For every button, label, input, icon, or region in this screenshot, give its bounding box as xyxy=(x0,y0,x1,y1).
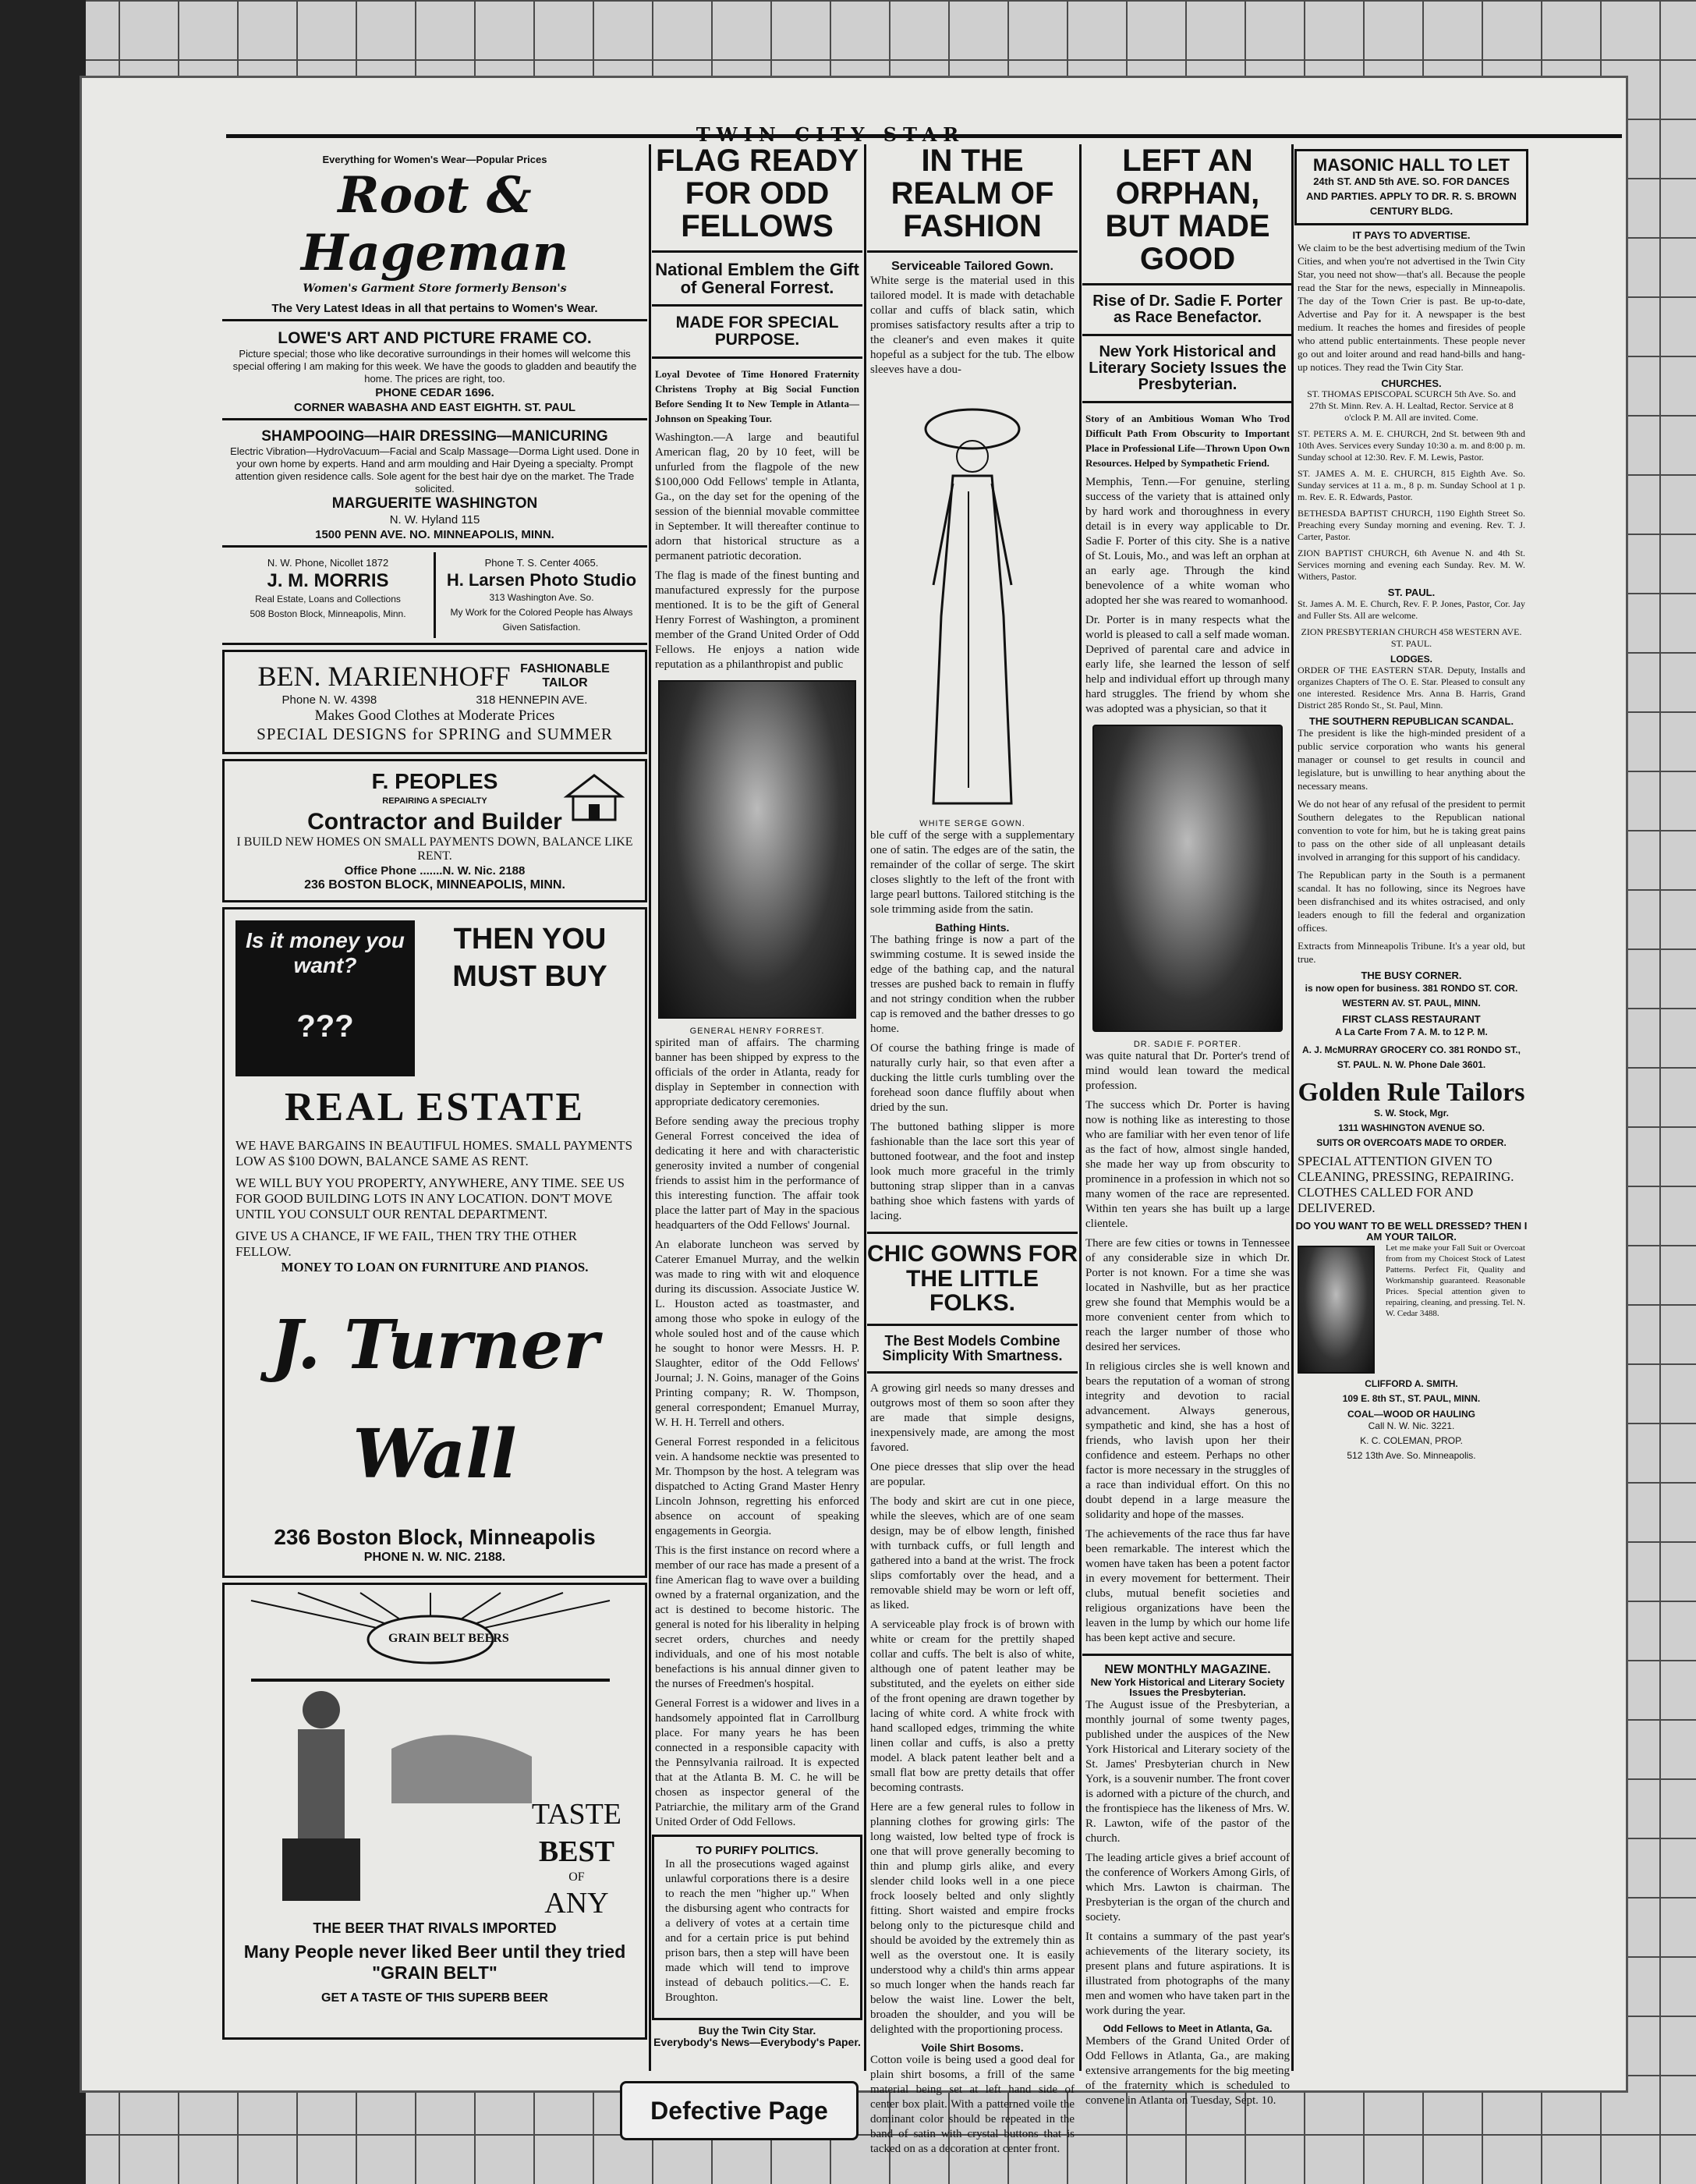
paragraph: We claim to be the best advertising medium of the Twin Cities, and when you're not advertised in the Twin City Star, you need not show—that's all. Because the people read the Star for the news, especially in Minneapolis. The day of the Town Crier is past. Be up-to-date, Advertise and Pay for it. A newspaper is the best medium. It reaches the homes and firesides of people who attend public entertainments. These people never go out and loiter around and read hand-bills and hang-up notices. They read the Twin City Star. xyxy=(1298,241,1525,373)
promo-line: Buy the Twin City Star. xyxy=(698,2024,816,2037)
deck: New York Historical and Literary Society Issues the Presbyterian. xyxy=(1089,343,1287,393)
ad-title: MASONIC HALL TO LET xyxy=(1312,155,1510,175)
article-summary: Story of an Ambitious Woman Who Trod Difficult Path From Obscurity to Important Place in Professional Life—Thrown Upon Own Resources. Helped by Sympathetic Friend. xyxy=(1085,413,1290,469)
ad-lowes-frame xyxy=(222,326,647,420)
headline: CHIC GOWNS FOR THE LITTLE FOLKS. xyxy=(867,1241,1078,1317)
ad-f-peoples xyxy=(222,759,647,902)
church-listing: BETHESDA BAPTIST CHURCH, 1190 Eighth Street So. Preaching every Sunday morning and evening. Rev. T. J. Carter, Pastor. xyxy=(1298,508,1525,543)
column-rule xyxy=(864,144,866,2071)
section-title: CHURCHES. xyxy=(1381,377,1442,389)
divider xyxy=(1082,401,1293,403)
ad-phone: Office Phone .......N. W. Nic. 2188 xyxy=(344,864,526,878)
ad-label: GRAIN BELT BEERS xyxy=(388,1632,509,1645)
church-listing: St. James A. M. E. Church, Rev. F. P. Jones, Pastor, Cor. Jay and Fuller Sts. All are welcome. xyxy=(1298,598,1525,622)
ad-tag: FASHIONABLE TAILOR xyxy=(520,662,610,690)
church-listing: ST. THOMAS EPISCOPAL SCURCH 5th Ave. So. and 27th St. Minn. Rev. A. H. Lealtad, Rector. Service at 8 o'clock P. M. All are invited. Come. xyxy=(1307,388,1516,424)
ad-taste: TASTE xyxy=(531,1798,621,1831)
illustration-caption: WHITE SERGE GOWN. xyxy=(919,818,1025,828)
headline: LEFT AN ORPHAN, BUT MADE GOOD xyxy=(1105,144,1270,276)
section-title: COAL—WOOD OR HAULING xyxy=(1347,1408,1475,1420)
paragraph: The August issue of the Presbyterian, a monthly journal of some twenty pages, published under the auspices of the New York Historical and Literary society of the St. James' Presbyterian church in New York, is a souvenir number. The front cover is adorned with a picture of the church, and the frontispiece has the likeness of Mrs. W. R. Lawton, wife of the pastor of the church. xyxy=(1085,1699,1290,1845)
ad-name: BEN. MARIENHOFF xyxy=(257,661,511,692)
notices-column xyxy=(1294,144,1528,2071)
scan-margin xyxy=(0,0,86,2184)
subhead: Odd Fellows to Meet in Atlanta, Ga. xyxy=(1103,2023,1273,2035)
section-title: ST. PAUL. xyxy=(1387,587,1436,599)
ad-subtitle: Women's Garment Store formerly Benson's xyxy=(303,282,567,295)
article-summary: Loyal Devotee of Time Honored Fraternity Christens Trophy at Big Social Function Before Sending It to New Temple in Atlanta—Johnson on Speaking Tour. xyxy=(655,368,859,425)
defective-page-label: Defective Page xyxy=(620,2081,859,2140)
ad-larsen-photo xyxy=(436,552,647,638)
ad-phone: PHONE CEDAR 1696. xyxy=(375,386,494,399)
paragraph: Extracts from Minneapolis Tribune. It's a year old, but true. xyxy=(1298,940,1525,966)
ad-question-marks: ??? xyxy=(296,1009,354,1044)
column-rule xyxy=(1079,144,1082,2071)
deck: National Emblem the Gift of General Forrest. xyxy=(655,260,859,298)
ad-title: Golden Rule Tailors xyxy=(1298,1077,1525,1107)
ad-body: SUITS OR OVERCOATS MADE TO ORDER. xyxy=(1316,1137,1507,1149)
ad-title: SHAMPOOING—HAIR DRESSING—MANICURING xyxy=(261,428,608,445)
ad-phone: N. W. Phone, Nicollet 1872 xyxy=(267,557,389,569)
ad-phone: Phone T. S. Center 4065. xyxy=(484,557,599,569)
ad-body: A. J. McMURRAY GROCERY CO. 381 RONDO ST., ST. PAUL. N. W. Phone Dale 3601. xyxy=(1301,1044,1521,1070)
ad-name: H. Larsen Photo Studio xyxy=(446,570,637,590)
purify-politics-box xyxy=(652,1835,862,2020)
deck: MADE FOR SPECIAL PURPOSE. xyxy=(675,314,839,349)
paragraph: Memphis, Tenn.—For genuine, sterling success of the variety that is attained only by hard work and thoroughness in every detail is in every way applicable to Dr. Sadie F. Porter of this city. She is a native of St. Louis, Mo., and was left an orphan at an early age. Through the kind benevolence of a white woman who adopted her she was reared to womanhood. xyxy=(1085,476,1290,607)
ad-phone: Call N. W. Nic. 3221. xyxy=(1368,1420,1455,1432)
section-title: LODGES. xyxy=(1390,654,1432,665)
ad-root-hageman xyxy=(222,149,647,321)
ad-name: K. C. COLEMAN, PROP. xyxy=(1360,1435,1463,1447)
ad-text: Makes Good Clothes at Moderate Prices xyxy=(314,707,555,724)
paragraph: The leading article gives a brief account of the conference of Workers Among Girls, of which Mrs. Lawton is chairman. The Presbyterian is the organ of the church and society. xyxy=(1085,1852,1290,1924)
paragraph: General Forrest responded in a felicitous vein. A handsome necktie was presented to Mr. Thompson by the host. A telegram was dispatched to Acting Grand Master Henry Lincoln Johnson, regretting his enforced absence on account of speaking engagements in Georgia. xyxy=(655,1436,859,1538)
paragraph: We do not hear of any refusal of the president to permit Southern delegates to the Republican national convention to vote for him, but he is taking great pains to pass on the other side of all unpleasant details involved in arranging for this support of his candidacy. xyxy=(1298,798,1525,863)
divider xyxy=(867,250,1078,253)
divider xyxy=(652,250,862,253)
ad-address: 1500 PENN AVE. NO. MINNEAPOLIS, MINN. xyxy=(315,528,554,541)
paragraph: ble cuff of the serge with a supplementary one of satin. The edges are of the satin, the remainder of the collar of serge. The skirt closes slightly to the left of the front with large pearl buttons. Tailored stitching is the sole trimming aside from the satin. xyxy=(870,828,1075,916)
article-flag-odd-fellows xyxy=(652,144,862,2071)
ad-body: Let me make your Fall Suit or Overcoat from from my Choicest Stock of Latest Patterns. Perfect Fit, Quality and Workmanship guaranteed. Reasonable Prices. Special attention given to repairing, cleaning, and pressing. Tel. N. W. Cedar 3488. xyxy=(1386,1243,1525,1318)
ad-text: Real Estate, Loans and Collections xyxy=(255,594,401,604)
divider xyxy=(1082,283,1293,285)
deck: New York Historical and Literary Society Issues the Presbyterian. xyxy=(1090,1675,1285,1699)
ad-marguerite-washington xyxy=(222,425,647,548)
paragraph: spirited man of affairs. The charming banner has been shipped by express to the officials of the order in Atlanta, ready for display in September in connection with appropriate dedicatory ceremonies. xyxy=(655,1037,859,1109)
paragraph: The success which Dr. Porter is having now is nothing like as interesting to those who are familiar with her even tenor of life as the fact of how, almost single handed, she made her way up from obscurity to prominence in a profession in which not so many women of the race are represented. Within ten years she has built up a large clientele. xyxy=(1085,1099,1290,1230)
paragraph: It contains a summary of the past year's achievements of the literary society, its present plans and future aspirations. It is illustrated from photographs of the many men and women who have taken part in the work during the year. xyxy=(1085,1930,1290,2018)
ad-any: ANY xyxy=(544,1887,609,1920)
ad-address: 508 Boston Block, Minneapolis, Minn. xyxy=(250,608,406,619)
ad-address: 1311 WASHINGTON AVENUE SO. xyxy=(1338,1122,1485,1134)
ad-body: Electric Vibration—HydroVacuum—Facial and Scalp Massage—Dorma Light used. Done in your own home by experts. Hand and arm moulding and Hair Dyeing a specialty. Prompt attention given residence calls. Sole agent for the best hair dye on the market. The Trade solicited. xyxy=(230,445,639,495)
section-title: FIRST CLASS RESTAURANT xyxy=(1342,1012,1481,1025)
ad-title: REAL ESTATE xyxy=(284,1085,586,1129)
paragraph: This is the first instance on record where a member of our race has made a present of a fine American flag to wave over a building owned by a fraternal organization, and the act is destined to become historic. The general is noted for his liberality in helping secret orders, churches and needy individuals, and one of his most notable benefactions is his annual dinner given to the nurses of Freedmen's hospital. xyxy=(655,1544,859,1691)
ad-name: F. PEOPLES xyxy=(371,769,498,793)
subhead: Voile Shirt Bosoms. xyxy=(921,2040,1024,2054)
ad-text: GET A TASTE OF THIS SUPERB BEER xyxy=(321,1991,548,2005)
ad-subtitle: REPAIRING A SPECIALTY xyxy=(382,796,487,806)
ad-title: Contractor and Builder xyxy=(307,809,562,835)
promo-line: Everybody's News—Everybody's Paper. xyxy=(653,2035,861,2048)
ad-body: GIVE US A CHANCE, IF WE FAIL, THEN TRY THE OTHER FELLOW. xyxy=(235,1228,577,1259)
ad-best: BEST xyxy=(538,1835,614,1868)
divider xyxy=(652,356,862,359)
ad-body: SPECIAL ATTENTION GIVEN TO CLEANING, PRESSING, REPAIRING. CLOTHES CALLED FOR AND DELIVERED. xyxy=(1298,1154,1514,1216)
ad-column xyxy=(222,144,647,2071)
paragraph: The president is like the high-minded president of a public service corporation who wants his general manager or counsel to get results in council and legislature, but is unwilling to hear anything about the necessary means. xyxy=(1298,727,1525,792)
church-listing: ST. PETERS A. M. E. CHURCH, 2nd St. between 9th and 10th Aves. Services every Sunday 10:30 a. m. and 8:00 p. m. Sunday school at 12:30. Rev. F. M. Lewis, Pastor. xyxy=(1298,428,1525,463)
church-listing: ZION BAPTIST CHURCH, 6th Avenue N. and 4th St. Services morning and evening each Sunday. Rev. M. W. Withers, Pastor. xyxy=(1298,548,1525,583)
portrait-photo xyxy=(1092,725,1283,1032)
ad-phone: PHONE N. W. NIC. 2188. xyxy=(363,1551,506,1564)
ad-body: A La Carte From 7 A. M. to 12 P. M. xyxy=(1335,1026,1488,1037)
lodge-listing: ORDER OF THE EASTERN STAR. Deputy, Installs and organizes Chapters of The O. E. Star. Pleased to consult any one interested. Residence Mrs. Anna B. Harris, Grand District 285 Rondo St., St. Paul, Minn. xyxy=(1298,664,1525,711)
photo-caption: DR. SADIE F. PORTER. xyxy=(1133,1040,1242,1049)
deck: Rise of Dr. Sadie F. Porter as Race Benefactor. xyxy=(1092,292,1283,326)
church-listing: ZION PRESBYTERIAN CHURCH 458 WESTERN AVE. ST. PAUL. xyxy=(1301,626,1522,650)
subhead: Bathing Hints. xyxy=(935,920,1010,934)
article-orphan xyxy=(1082,144,1293,2107)
paragraph: White serge is the material used in this tailored model. It is made with detachable collar and cuffs of black satin, which promises satisfactory results after a trip to the cleaner's and even makes it quite hopeful as a subject for the tub. The elbow sleeves have a dou- xyxy=(870,274,1075,376)
ad-address: 512 13th Ave. So. Minneapolis. xyxy=(1347,1450,1476,1462)
ad-money-graphic xyxy=(235,920,415,1076)
box-title: TO PURIFY POLITICS. xyxy=(696,1844,819,1858)
ad-text: The Very Latest Ideas in all that pertains to Women's Wear. xyxy=(271,302,598,315)
ad-j-turner-wall xyxy=(222,907,647,1578)
ad-address: 236 Boston Block, Minneapolis xyxy=(274,1525,596,1549)
column-rule xyxy=(649,144,651,2071)
section-title: THE SOUTHERN REPUBLICAN SCANDAL. xyxy=(1308,714,1514,727)
paragraph: A growing girl needs so many dresses and outgrows most of them so soon after they are made that simple designs, inexpensively made, are among the most favored. xyxy=(870,1381,1075,1454)
ad-text: SPECIAL DESIGNS for SPRING and SUMMER xyxy=(257,725,613,743)
paragraph: Members of the Grand United Order of Odd Fellows in Atlanta, Ga., are making extensive arrangements for the big meeting of the fraternity which is scheduled to convene in Atlanta on Tuesday, Sept. 10. xyxy=(1085,2034,1290,2107)
ad-name: J. M. MORRIS xyxy=(267,570,389,591)
ad-text: THE BEER THAT RIVALS IMPORTED xyxy=(313,1920,557,1936)
ad-body: WE WILL BUY YOU PROPERTY, ANYWHERE, ANY TIME. SEE US FOR GOOD BUILDING LOTS IN ANY LOCATION. DON'T MOVE UNTIL YOU CONSULT OUR RENTAL DEPARTMENT. xyxy=(235,1175,625,1221)
ad-row-morris-larsen xyxy=(222,552,647,645)
ad-body: S. W. Stock, Mgr. xyxy=(1373,1108,1450,1119)
paragraph: Cotton voile is being used a good deal for plain shirt bosoms, a frill of the same material being set at left hand side of center box plait. With a patterned voile the dominant color should be repeated in the band of satin with crystal buttons that is tacked on as a decoration at center front. xyxy=(870,2054,1075,2156)
ad-question: Is it money you want? xyxy=(246,928,405,977)
section-title: THE BUSY CORNER. xyxy=(1361,970,1462,982)
ad-address: 313 Washington Ave. So. xyxy=(489,592,594,603)
ad-jm-morris xyxy=(222,552,436,638)
paragraph: General Forrest is a widower and lives in a handsomely appointed flat in Carrollburg place. For many years he has been connected in a responsible capacity with the Pennsylvania railroad. It is expected that at the Atlanta B. M. C. he will be chosen as inspector general of the Patriarchie, the military arm of the Grand United Order of Odd Fellows. xyxy=(655,1697,859,1829)
ad-body: I BUILD NEW HOMES ON SMALL PAYMENTS DOWN, BALANCE LIKE RENT. xyxy=(236,835,633,863)
paragraph: The Republican party in the South is a permanent scandal. It has no following, since its Negroes have been disfranchised and its whites ostracised, and only leaders enough to fill the federal and organization offices. xyxy=(1298,869,1525,934)
paragraph: Washington.—A large and beautiful American flag, 20 by 10 feet, will be unfurled from the flagpole of the new $100,000 Odd Fellows' temple in Atlanta, Ga., on the day set for the opening of the session of the biennial movable committee in September. It will thereafter continue to adorn that historical structure as a permanent patriotic decoration. xyxy=(655,431,859,563)
ad-name: MARGUERITE WASHINGTON xyxy=(331,495,538,512)
ad-body: WE HAVE BARGAINS IN BEAUTIFUL HOMES. SMALL PAYMENTS LOW AS $100 DOWN, BALANCE SAME AS RENT. xyxy=(235,1138,633,1168)
ad-grain-belt xyxy=(222,1583,647,2040)
paragraph: One piece dresses that slip over the head are popular. xyxy=(870,1460,1075,1488)
paragraph: Here are a few general rules to follow in planning clothes for growing girls: The long waisted, low belted type of frock is one that will prove generally becoming to thin and plump girls alike, and every slender child looks well in a one piece frock loosely belted and only slightly fitting. Short waisted and empire frocks belong only to the picturesque child and should be avoided by the extremely thin as well as the overstout one. It is easily understood why a child's thin arms appear so much longer when the hands reach far below the waist line. Lower the belt, broaden the shoulder, and you will be delighted with the proportioning process. xyxy=(870,1800,1075,2036)
ad-address: 109 E. 8th ST., ST. PAUL, MINN. xyxy=(1342,1392,1481,1404)
ad-tagline: Everything for Women's Wear—Popular Prices xyxy=(322,154,547,165)
divider xyxy=(1082,334,1293,336)
headline: NEW MONTHLY MAGAZINE. xyxy=(1104,1663,1271,1676)
paragraph: A serviceable play frock is of brown with white or cream for the prettily shaped collar and cuffs. The belt is also of white, although one of patent leather may be substituted, and the eyelets on either side of the front opening are drawn together by lacing of white cord. A white frock with hand scalloped edges, trimming the white linen collar and cuffs, is also a pretty model. A black patent leather belt and a small flat bow are pretty details that offer becoming contrasts. xyxy=(870,1618,1075,1794)
divider xyxy=(867,1232,1078,1234)
photo-caption: GENERAL HENRY FORREST. xyxy=(689,1026,825,1037)
ad-signature: J. Turner Wall xyxy=(271,1306,599,1494)
headline: FLAG READY FOR ODD FELLOWS xyxy=(656,144,859,243)
paragraph: The buttoned bathing slipper is more fashionable than the lace sort this year of buttoned footwear, and the foot and instep look much more graceful in the trimly buttoning strap slipper than in a canvas bathing shoe which fastens with yards of lacing. xyxy=(870,1121,1075,1223)
ad-address: 236 BOSTON BLOCK, MINNEAPOLIS, MINN. xyxy=(304,878,565,892)
ad-masonic-hall xyxy=(1294,149,1528,225)
paragraph: Dr. Porter is in many respects what the world is pleased to call a self made woman. Deprived of parental care and advice in early life, she learned the lesson of self help and individual effort up through many hard struggles. The friend by whom she was adopted was a physician, so that it xyxy=(1085,614,1291,715)
ad-logo-script: Root & Hageman xyxy=(300,166,569,282)
ad-body: 24th ST. AND 5th AVE. SO. FOR DANCES AND PARTIES. APPLY TO DR. R. S. BROWN CENTURY BLDG. xyxy=(1306,176,1517,218)
subhead: Serviceable Tailored Gown. xyxy=(891,260,1053,273)
paragraph: The bathing fringe is now a part of the swimming costume. It is sewed inside the edge of the bathing cap, and the natural tresses are pushed back to remain in fluffy and not stringy condition when the rubber cap is removed and the bather dresses to go home. xyxy=(870,934,1075,1036)
ad-address: CORNER WABASHA AND EAST EIGHTH. ST. PAUL xyxy=(293,401,576,414)
paragraph: was quite natural that Dr. Porter's trend of mind would lean toward the medical profession. xyxy=(1085,1050,1290,1092)
paragraph: In religious circles she is well known and bears the reputation of a woman of strong integrity and devotion to racial advancement. Always generous, sympathetic and kind, she has a host of friends, who lavish upon her their confidence and esteem. Perhaps no other factor is more necessary in the struggles of a race than individual effort. On this no doubt depend in a large measure the solidarity and hope of the masses. xyxy=(1085,1360,1290,1521)
ad-name: CLIFFORD A. SMITH. xyxy=(1365,1377,1458,1389)
tailor-photo xyxy=(1298,1246,1375,1374)
paragraph: An elaborate luncheon was served by Caterer Emanuel Murray, and the welkin was made to ring with wit and eloquence during its discussion. Associate Justice W. L. Houston acted as toastmaster, and among those who spoke in eulogy of the whole souled host and of the cause which he sought to honor were Messrs. H. P. Slaughter, editor of the Odd Fellows' Journal; J. N. Goins, manager of the Goins Printing company; R. W. Thompson, general correspondent; Emanuel Murray, W. H. H. Terrell and others. xyxy=(655,1239,859,1430)
divider xyxy=(1082,1654,1293,1656)
section-title: DO YOU WANT TO BE WELL DRESSED? THEN I AM YOUR TAILOR. xyxy=(1295,1220,1528,1243)
paragraph: The flag is made of the finest bunting and manufactured expressly for the purpose mentioned. It is to be the gift of General Henry Forrest of Washington, a prominent member of the Grand United Order of Odd Fellows. He enjoys a nation wide reputation as a philanthropist and public xyxy=(655,569,859,672)
ad-phone: Phone N. W. 4398 xyxy=(281,693,377,707)
ad-text: My Work for the Colored People has Always Given Satisfaction. xyxy=(450,607,633,633)
ad-body: is now open for business. 381 RONDO ST. COR. WESTERN AV. ST. PAUL, MINN. xyxy=(1305,982,1518,1009)
divider xyxy=(867,1371,1078,1374)
headline: IN THE REALM OF FASHION xyxy=(890,144,1054,243)
paragraph: There are few cities or towns in Tennessee of any considerable size in which Dr. Porter is not known. For a time she was located in Nashville, but as her practice grew she found that Memphis would be a more convenient center from which to reach the larger number of those who desired her services. xyxy=(1085,1237,1290,1353)
fashion-illustration xyxy=(871,382,1074,819)
ad-marienhoff xyxy=(222,650,647,754)
divider xyxy=(867,1324,1078,1326)
masthead-rule xyxy=(226,134,1622,138)
divider xyxy=(652,304,862,307)
ad-address: 318 HENNEPIN AVE. xyxy=(476,693,588,707)
ad-body: MONEY TO LOAN ON FURNITURE AND PIANOS. xyxy=(281,1260,589,1275)
ad-text: Many People never liked Beer until they tried "GRAIN BELT" xyxy=(243,1941,626,1983)
church-listing: ST. JAMES A. M. E. CHURCH, 815 Eighth Ave. So. Sunday services at 11 a. m., 8 p. m. Sunday School at 1 p. m. Rev. E. R. Edwards, Pastor. xyxy=(1298,468,1525,503)
house-icon xyxy=(559,769,629,824)
paragraph: Before sending away the precious trophy General Forrest conceived the idea of dedicating it here and with characteristic generosity invited a number of congenial friends to assist him in the performance of this interesting function. The affair took place the latter part of May in the spacious headquarters of the Odd Fellows' Journal. xyxy=(655,1115,859,1232)
ad-headline: THEN YOU MUST BUY xyxy=(452,923,607,993)
paragraph: The achievements of the race thus far have been remarkable. The interest which the women have taken has been a potent factor in every movement for betterment. Their clubs, mutual benefit societies and religious organizations have been the leaven in the lump by which our home life has been kept active and secure. xyxy=(1085,1528,1290,1644)
deck: The Best Models Combine Simplicity With Smartness. xyxy=(882,1332,1063,1363)
ad-body: Picture special; those who like decorative surroundings in their homes will welcome this special offering I am making for this week. We have the goods to gladden and beautify the home. The prices are right, too. xyxy=(232,348,637,385)
ad-title: LOWE'S ART AND PICTURE FRAME CO. xyxy=(278,329,592,347)
paragraph: Of course the bathing fringe is made of naturally curly hair, so that even after a ducking the little curls tumbling over the forehead soon dance fluffily about when dried by the sun. xyxy=(870,1042,1075,1115)
portrait-photo xyxy=(658,680,856,1019)
paragraph: The body and skirt are cut in one piece, while the sleeves, which are of one seam design, may be of elbow length, finished with turnback cuffs, or full length and gathered into a band at the wrist. The frock slips comfortably over the head, and a removable shield may be worn or left off, as liked. xyxy=(870,1494,1075,1611)
section-title: IT PAYS TO ADVERTISE. xyxy=(1352,229,1471,242)
article-fashion xyxy=(867,144,1078,2156)
ad-phone: N. W. Hyland 115 xyxy=(389,513,480,526)
ad-of: OF xyxy=(568,1870,585,1884)
paragraph: In all the prosecutions waged against unlawful corporations there is a desire to reach the men "higher up." When the disbursing agent who contracts for a delivery of votes at a certain time and for a certain price is put behind prison bars, then a step will have been made which will tend to improve instead of debauch politics.—C. E. Broughton. xyxy=(665,1858,849,2005)
